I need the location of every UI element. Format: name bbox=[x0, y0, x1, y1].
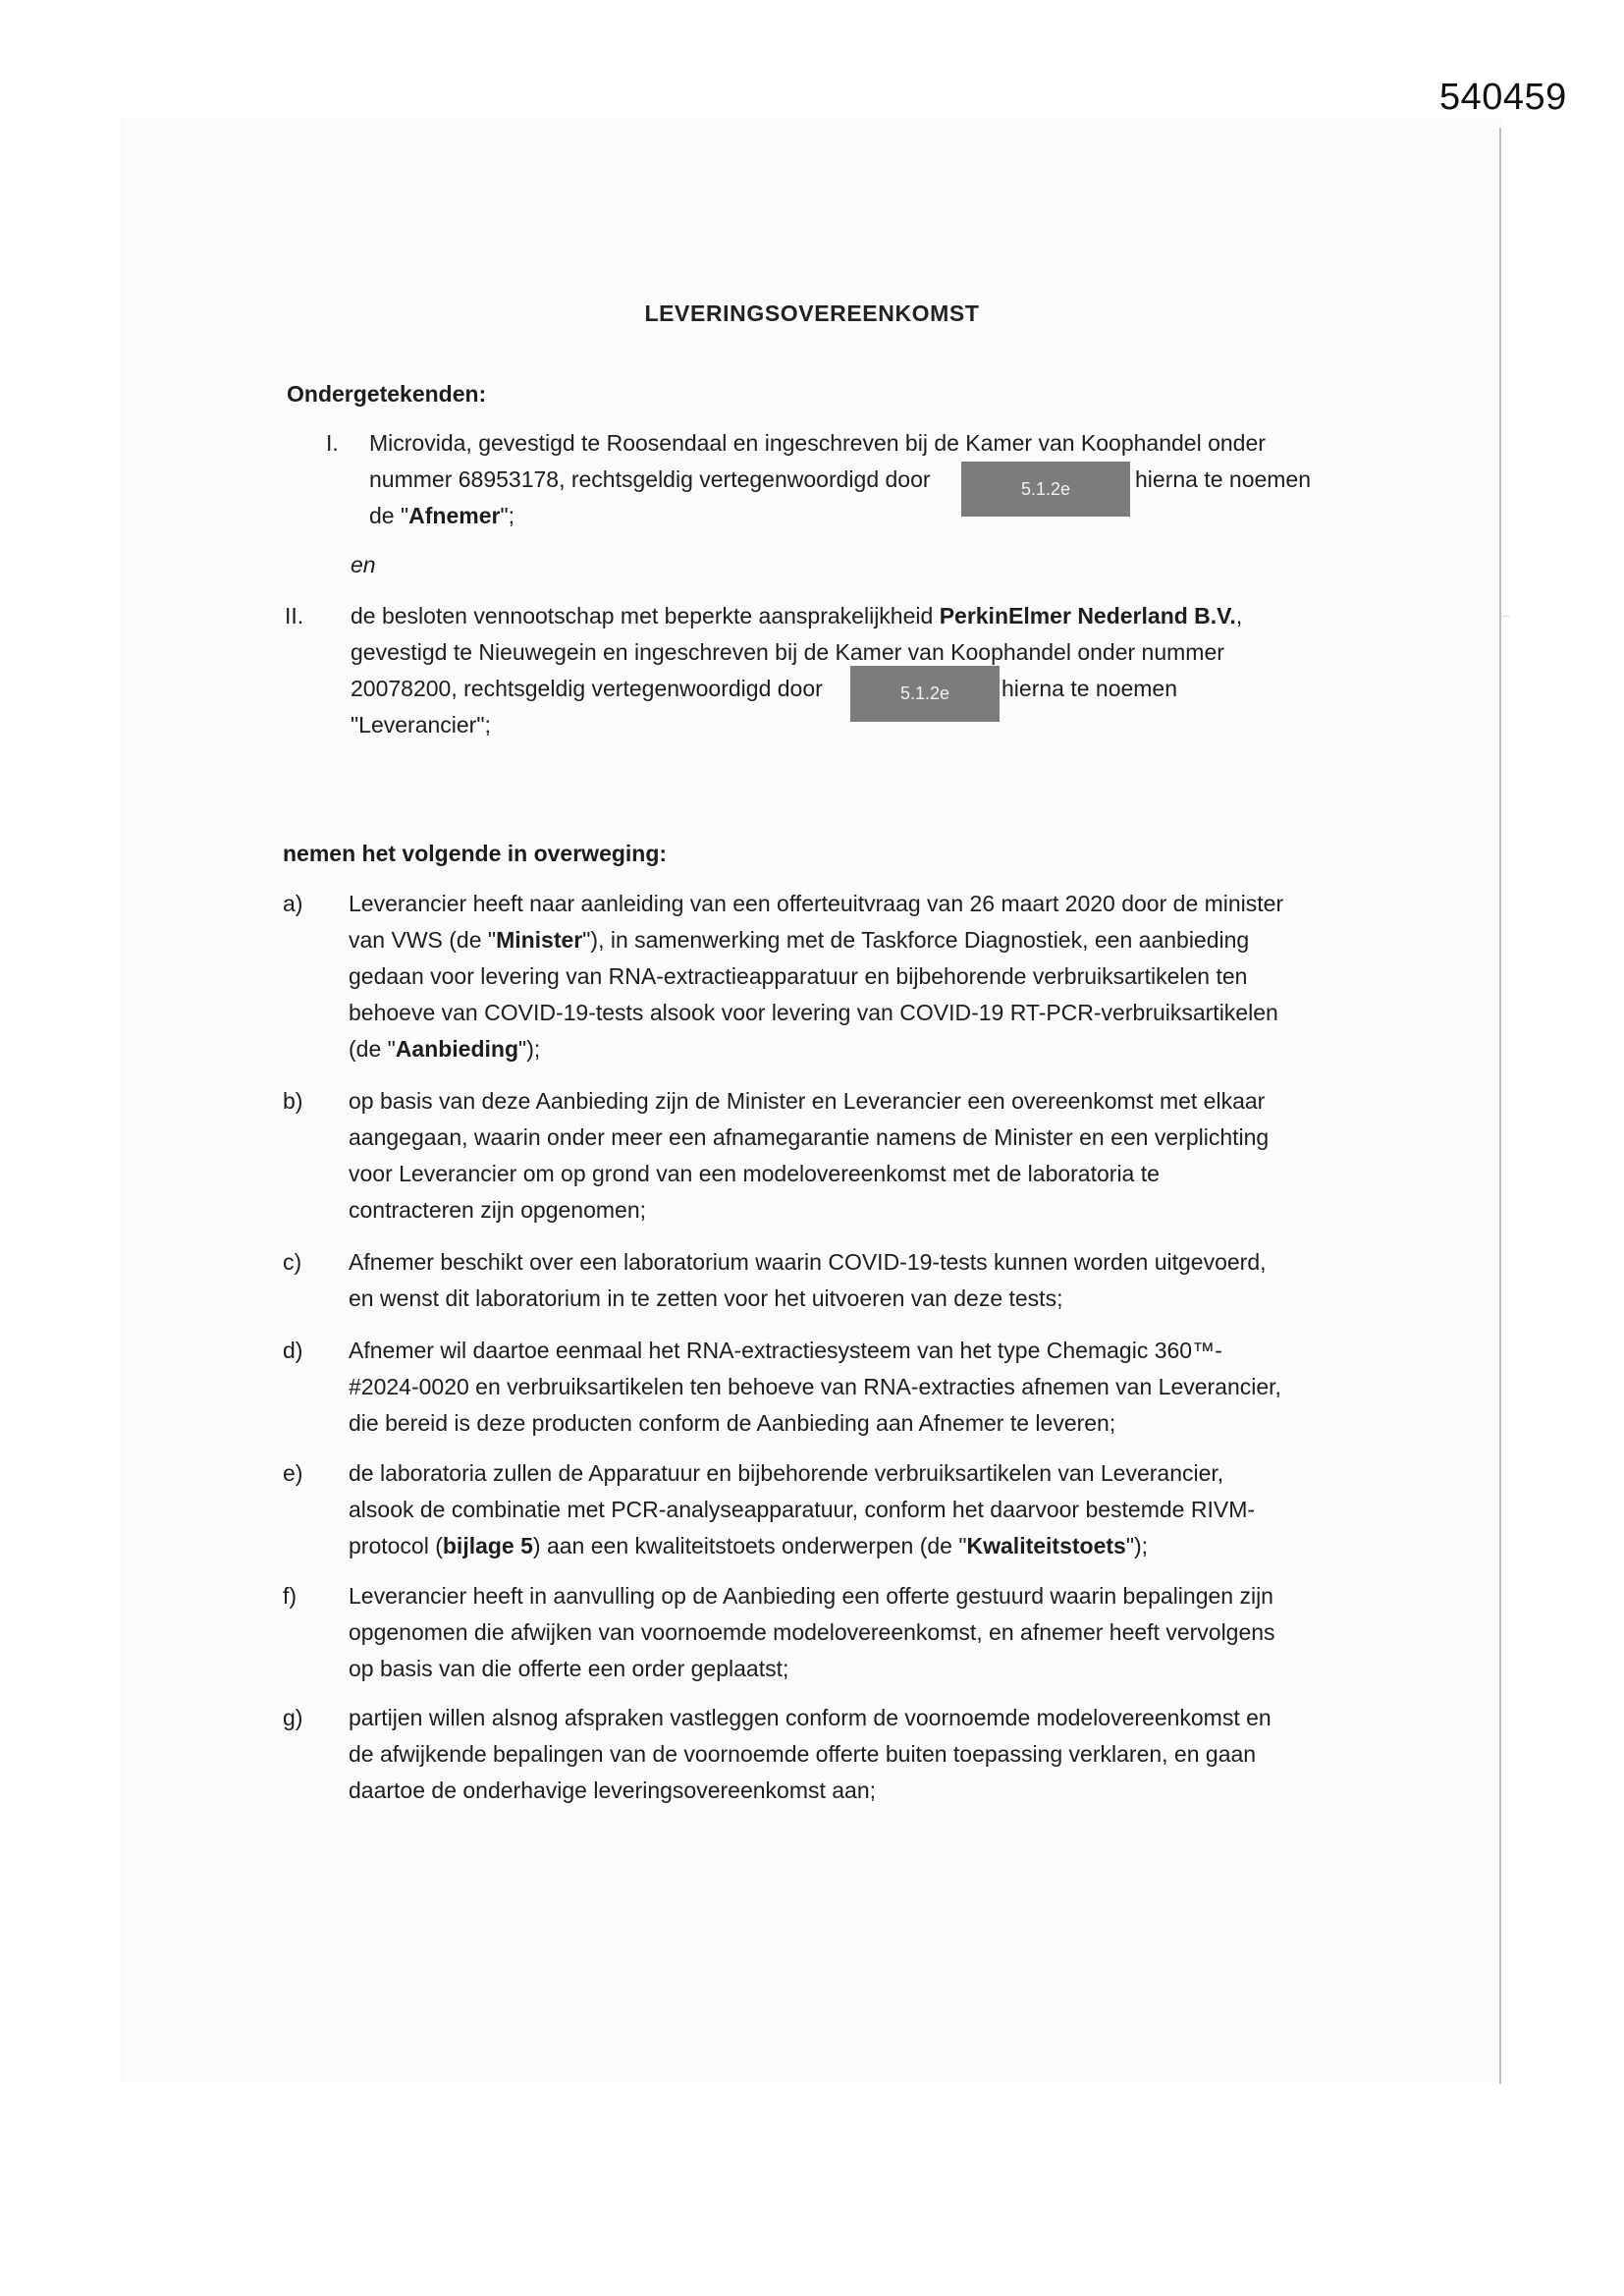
consideration-d-line-1: Afnemer wil daartoe eenmaal het RNA-extractiesysteem van het type Chemagic 360™- bbox=[349, 1338, 1222, 1363]
consideration-b-line-1: op basis van deze Aanbieding zijn de Minister en Leverancier een overeenkomst met elkaar bbox=[349, 1088, 1266, 1114]
consideration-g-line-3: daartoe de onderhavige leveringsovereenkomst aan; bbox=[349, 1777, 877, 1803]
consideration-g-line-1: partijen willen alsnog afspraken vastleggen conform de voornoemde modelovereenkomst en bbox=[349, 1705, 1272, 1730]
consideration-d-line-2: #2024-0020 en verbruiksartikelen ten behoeve van RNA-extracties afnemen van Leverancier, bbox=[349, 1374, 1281, 1399]
party-2-line-1: de besloten vennootschap met beperkte aansprakelijkheid PerkinElmer Nederland B.V., bbox=[351, 603, 1243, 629]
party-2-line-2: gevestigd te Nieuwegein en ingeschreven bij de Kamer van Koophandel onder nummer bbox=[351, 639, 1224, 665]
party-1-line-2a: nummer 68953178, rechtsgeldig vertegenwoordigd door bbox=[369, 466, 931, 492]
consideration-a-line-4: behoeve van COVID-19-tests alsook voor levering van COVID-19 RT-PCR-verbruiksartikelen bbox=[349, 1000, 1278, 1025]
party-2-numeral: II. bbox=[285, 603, 304, 629]
defined-term-kwaliteitstoets: Kwaliteitstoets bbox=[966, 1533, 1126, 1558]
consideration-c-label: c) bbox=[283, 1249, 302, 1275]
party-2-line-3b: hierna te noemen bbox=[1001, 676, 1178, 701]
party-1-line-1: Microvida, gevestigd te Roosendaal en ingeschreven bij de Kamer van Koophandel onder bbox=[369, 430, 1266, 456]
reference-bijlage-5: bijlage 5 bbox=[442, 1533, 533, 1558]
consideration-d-line-3: die bereid is deze producten conform de Aanbieding aan Afnemer te leveren; bbox=[349, 1410, 1116, 1436]
consideration-a-line-5: (de "Aanbieding"); bbox=[349, 1036, 541, 1062]
redaction-box-1: 5.1.2e bbox=[961, 462, 1130, 517]
redaction-box-2: 5.1.2e bbox=[850, 666, 1000, 722]
consideration-d-label: d) bbox=[283, 1338, 303, 1363]
party-1-numeral: I. bbox=[326, 430, 339, 456]
defined-term-aanbieding: Aanbieding bbox=[395, 1036, 519, 1062]
consideration-b-line-4: contracteren zijn opgenomen; bbox=[349, 1197, 647, 1223]
consideration-b-line-2: aangegaan, waarin onder meer een afnamegarantie namens de Minister en een verplichting bbox=[349, 1124, 1270, 1150]
consideration-e-line-3: protocol (bijlage 5) aan een kwaliteitstoets onderwerpen (de "Kwaliteitstoets"); bbox=[349, 1533, 1149, 1558]
consideration-a-line-2: van VWS (de "Minister"), in samenwerking met de Taskforce Diagnostiek, een aanbieding bbox=[349, 927, 1250, 953]
consideration-a-line-1: Leverancier heeft naar aanleiding van een offerteuitvraag van 26 maart 2020 door de minister bbox=[349, 891, 1284, 916]
consideration-f-label: f) bbox=[283, 1583, 298, 1609]
party-2-line-3a: 20078200, rechtsgeldig vertegenwoordigd door bbox=[351, 676, 823, 701]
consideration-c-line-1: Afnemer beschikt over een laboratorium waarin COVID-19-tests kunnen worden uitgevoerd, bbox=[349, 1249, 1267, 1275]
consideration-e-line-1: de laboratoria zullen de Apparatuur en bijbehorende verbruiksartikelen van Leverancier, bbox=[349, 1460, 1224, 1486]
consideration-b-line-3: voor Leverancier om op grond van een modelovereenkomst met de laboratoria te bbox=[349, 1161, 1160, 1186]
consideration-f-line-3: op basis van die offerte een order geplaatst; bbox=[349, 1656, 789, 1681]
company-name-perkinelmer: PerkinElmer Nederland B.V. bbox=[939, 603, 1236, 629]
signatories-heading: Ondergetekenden: bbox=[287, 381, 487, 407]
defined-term-afnemer: Afnemer bbox=[408, 503, 501, 528]
party-2-line-4: "Leverancier"; bbox=[351, 712, 491, 738]
page-edge-line bbox=[1499, 128, 1501, 2084]
consideration-f-line-2: opgenomen die afwijken van voornoemde modelovereenkomst, en afnemer heeft vervolgens bbox=[349, 1619, 1275, 1645]
page-edge-mark bbox=[1500, 616, 1510, 617]
consideration-c-line-2: en wenst dit laboratorium in te zetten voor het uitvoeren van deze tests; bbox=[349, 1285, 1063, 1311]
party-1-line-2b: hierna te noemen bbox=[1135, 466, 1312, 492]
conjunction-en: en bbox=[351, 552, 376, 577]
document-number: 540459 bbox=[1439, 77, 1567, 118]
consideration-a-line-3: gedaan voor levering van RNA-extractieapparatuur en bijbehorende verbruiksartikelen ten bbox=[349, 963, 1248, 989]
consideration-g-label: g) bbox=[283, 1705, 303, 1730]
considerations-heading: nemen het volgende in overweging: bbox=[283, 841, 668, 866]
defined-term-minister: Minister bbox=[496, 927, 583, 953]
consideration-g-line-2: de afwijkende bepalingen van de voornoemde offerte buiten toepassing verklaren, en gaan bbox=[349, 1741, 1257, 1767]
consideration-a-label: a) bbox=[283, 891, 303, 916]
consideration-e-line-2: alsook de combinatie met PCR-analyseapparatuur, conform het daarvoor bestemde RIVM- bbox=[349, 1497, 1256, 1522]
consideration-f-line-1: Leverancier heeft in aanvulling op de Aanbieding een offerte gestuurd waarin bepalingen zijn bbox=[349, 1583, 1273, 1609]
consideration-b-label: b) bbox=[283, 1088, 303, 1114]
document-title: LEVERINGSOVEREENKOMST bbox=[644, 301, 980, 326]
consideration-e-label: e) bbox=[283, 1460, 303, 1486]
party-1-line-3: de "Afnemer"; bbox=[369, 503, 515, 528]
